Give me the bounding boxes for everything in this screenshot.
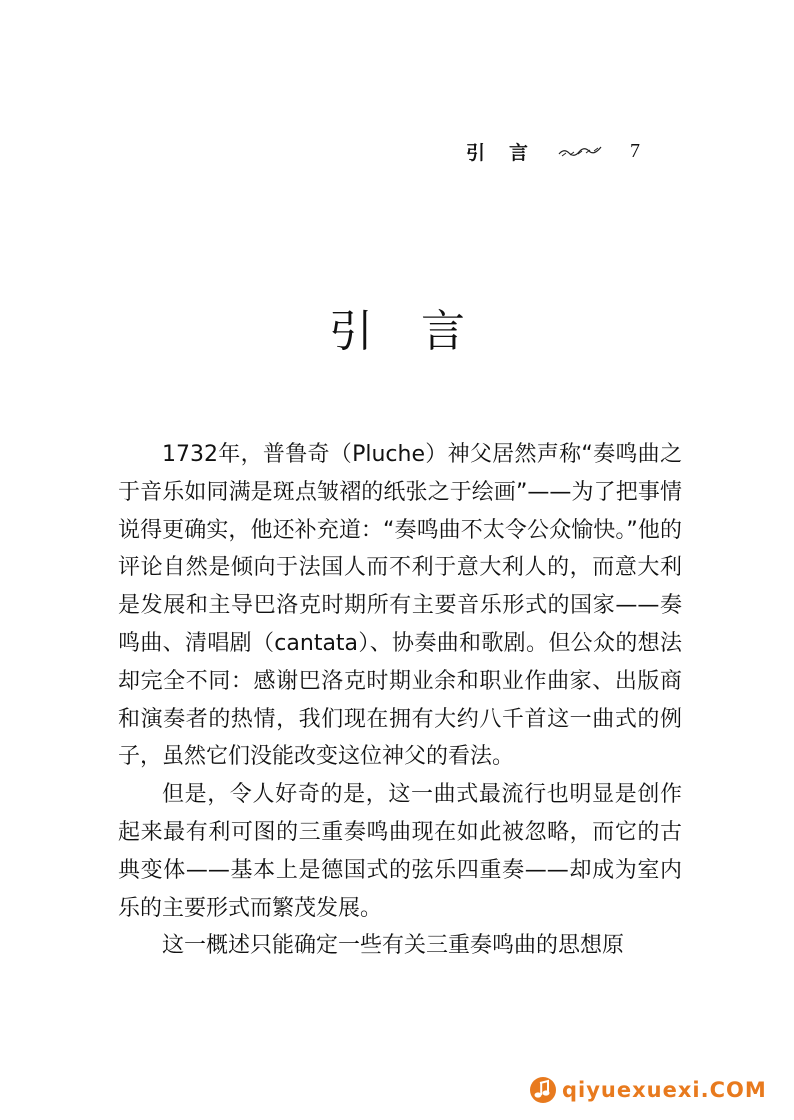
running-title: 引言 — [466, 141, 553, 164]
body-text — [118, 436, 682, 965]
paragraph: 1732年，普鲁奇（Pluche）神父居然声称“奏鸣曲之于音乐如同满是斑点皱褶的纸张之于绘画”——为了把事情说得更确实，他还补充道：“奏鸣曲不太令公众愉快。”他的评论自然是倾向于法国人而不利于意大利人的，而意大利是发展和主导巴洛克时期所有主要音乐形式的国家——奏鸣曲、清唱剧（cantata）、协奏曲和歌剧。但公众的想法却完全不同：感谢巴洛克时期业余和职业作曲家、出版商和演奏者的热情，我们现在拥有大约八千首这一曲式的例子，虽然它们没能改变这位神父的看法。 — [118, 442, 682, 770]
ornament-icon — [558, 143, 602, 159]
running-head — [466, 136, 640, 166]
watermark-text: qiyuexuexi.COM — [562, 1078, 767, 1102]
music-note-icon — [528, 1075, 558, 1105]
watermark — [528, 1070, 778, 1110]
page-number: 7 — [630, 139, 641, 162]
paragraph: 但是，令人好奇的是，这一曲式最流行也明显是创作起来最有利可图的三重奏鸣曲现在如此被忽略，而它的古典变体——基本上是德国式的弦乐四重奏——却成为室内乐的主要形式而繁茂发展。 — [118, 782, 682, 921]
chapter-title: 引言 — [329, 306, 513, 357]
paragraph: 这一概述只能确定一些有关三重奏鸣曲的思想原 — [162, 933, 625, 959]
